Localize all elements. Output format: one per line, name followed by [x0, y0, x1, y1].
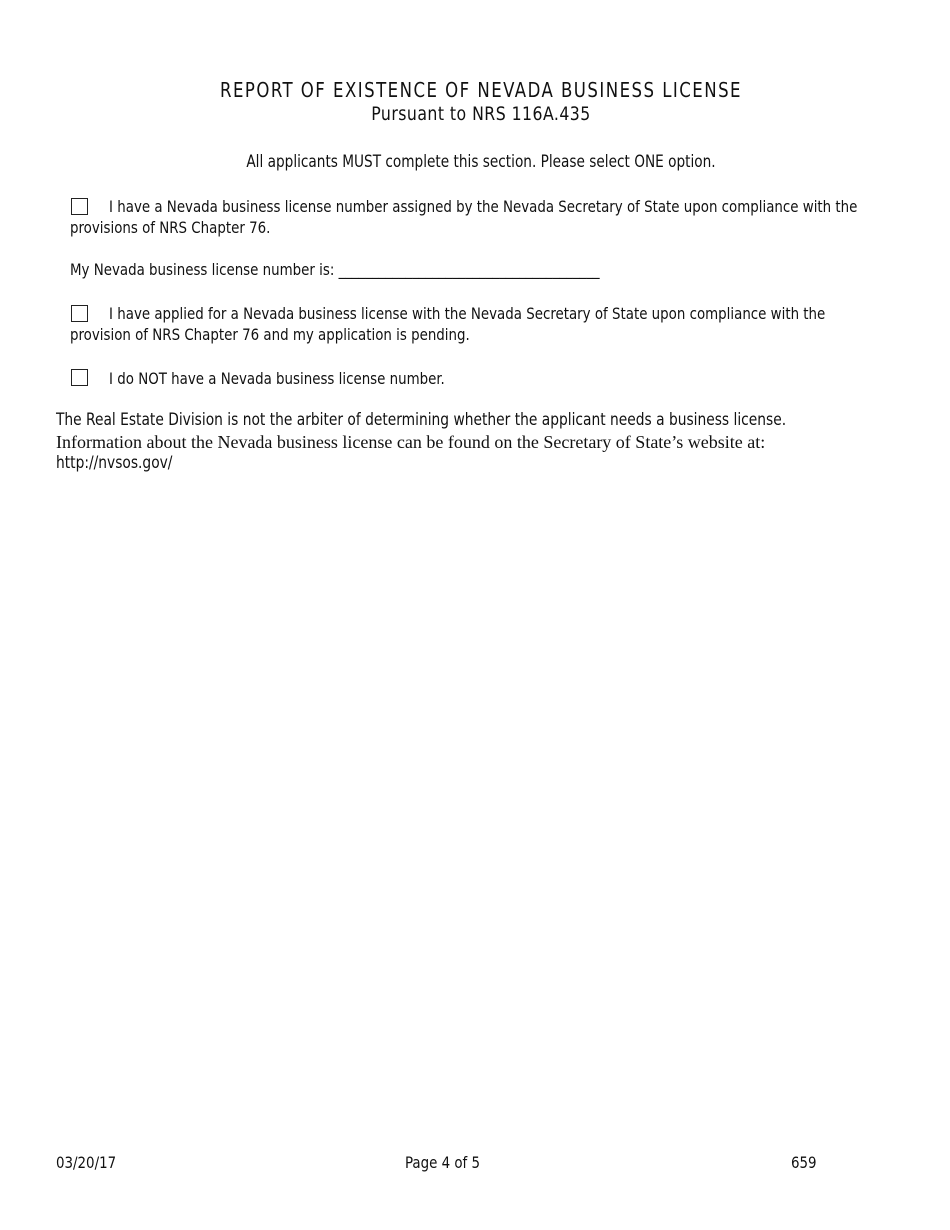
page-title: REPORT OF EXISTENCE OF NEVADA BUSINESS LICENSE [220, 78, 742, 102]
footer-page-number: Page 4 of 5 [405, 1153, 481, 1172]
arbiter-note: The Real Estate Division is not the arbiter of determining whether the applicant needs a business license. [56, 410, 787, 429]
option-applied-license-label: I have applied for a Nevada business license with the Nevada Secretary of State upon compliance with the provision of NRS Chapter 76 and my application is pending. [70, 304, 826, 344]
option-no-license [70, 368, 900, 389]
option-no-license-label: I do NOT have a Nevada business license number. [109, 369, 445, 388]
page-subtitle: Pursuant to NRS 116A.435 [371, 103, 591, 125]
option-has-license-label: I have a Nevada business license number assigned by the Nevada Secretary of State upon compliance with the provisions of NRS Chapter 76. [70, 197, 858, 237]
instruction-text: All applicants MUST complete this section. Please select ONE option. [246, 152, 716, 171]
sos-website-link[interactable]: http://nvsos.gov/ [56, 453, 173, 472]
footer-date: 03/20/17 [56, 1153, 117, 1172]
option-applied-license [70, 303, 900, 345]
footer-form-number: 659 [791, 1153, 817, 1172]
option-has-license [70, 196, 900, 238]
license-number-field[interactable]: My Nevada business license number is: _______________________________________ [70, 260, 600, 279]
info-note: Information about the Nevada business license can be found on the Secretary of State’s website at: [56, 432, 766, 452]
